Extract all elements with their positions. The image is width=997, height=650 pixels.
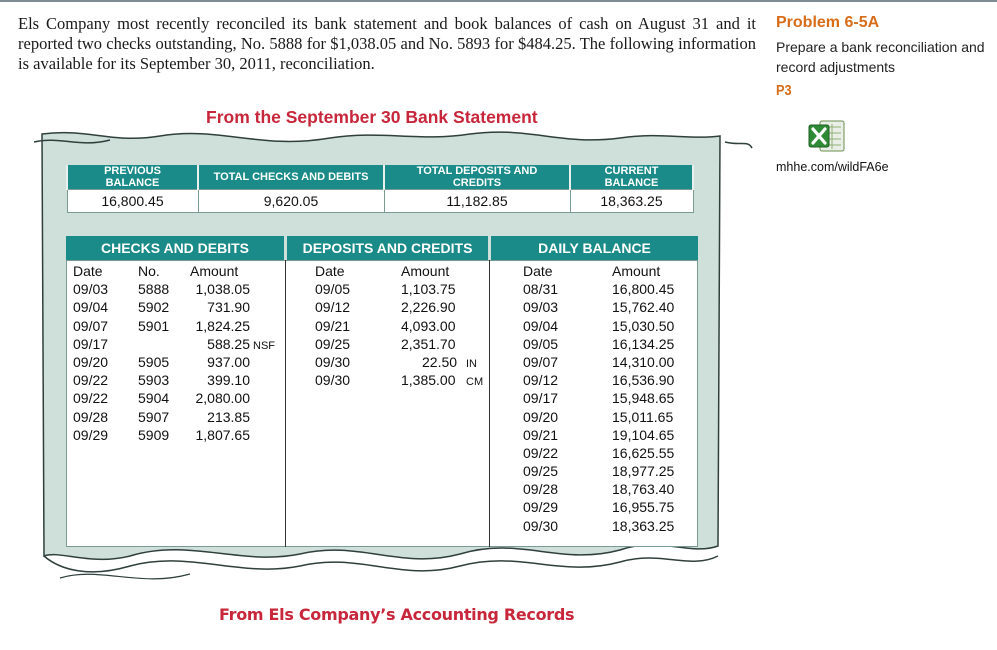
table-cell: 5901	[138, 317, 170, 334]
table-cell: 15,762.40	[612, 299, 675, 316]
learning-objective-code: P3	[776, 82, 792, 99]
table-cell: 09/21	[523, 426, 559, 443]
table-cell	[466, 282, 483, 300]
summary-value-previous: 16,800.45	[67, 190, 198, 213]
table-cell: 09/03	[73, 281, 109, 298]
table-cell: 09/25	[315, 335, 351, 352]
table-cell: 09/30	[315, 353, 351, 370]
table-cell: 588.25	[207, 335, 250, 352]
column-header: Date	[523, 263, 553, 279]
table-cell: 09/20	[73, 353, 109, 370]
table-cell: 08/31	[523, 281, 559, 298]
table-cell	[253, 282, 275, 300]
table-cell: 09/04	[523, 317, 559, 334]
problem-intro-text: Els Company most recently reconciled its bank statement and book balances of cash on August 31 and it reported two checks outstanding, No. 5888 for $1,038.05 and No. 5893 for $484.25. The following information is available for its September 30, 2011, reconciliation.	[18, 14, 756, 73]
table-cell	[253, 264, 275, 282]
table-cell: 399.10	[207, 372, 250, 389]
table-cell: 1,807.65	[195, 426, 250, 443]
table-cell: 1,824.25	[195, 317, 250, 334]
table-cell	[466, 264, 483, 282]
table-cell: 2,080.00	[195, 390, 250, 407]
problem-description: Prepare a bank reconciliation and record adjustments	[776, 39, 985, 75]
deposits-code-column	[466, 264, 483, 391]
table-cell: 15,011.65	[612, 408, 674, 425]
table-cell: 5909	[138, 426, 170, 443]
summary-header-checks: TOTAL CHECKS AND DEBITS	[198, 165, 384, 190]
table-cell: 09/29	[523, 499, 559, 516]
table-cell: 09/12	[315, 299, 351, 316]
table-cell: 16,536.90	[612, 372, 675, 389]
balance-summary-table	[66, 165, 694, 213]
website-link[interactable]: mhhe.com/wildFA6e	[776, 160, 889, 174]
nsf-code: NSF	[253, 339, 275, 352]
column-header: No.	[138, 263, 160, 279]
table-cell: 5904	[138, 390, 170, 407]
checks-code-column	[253, 264, 275, 355]
table-cell: 09/04	[73, 299, 109, 316]
column-header: Date	[73, 263, 103, 279]
table-cell: 19,104.65	[612, 426, 675, 443]
column-header: Amount	[190, 263, 239, 279]
table-cell: 09/29	[73, 426, 109, 443]
table-cell: 5905	[138, 353, 170, 370]
table-cell: 09/03	[523, 299, 559, 316]
table-cell: 18,363.25	[612, 517, 675, 534]
credit-memo-code: CM	[466, 376, 484, 389]
table-cell: 16,800.45	[612, 281, 675, 298]
table-cell: 16,134.25	[612, 335, 675, 352]
interest-code: IN	[466, 357, 477, 370]
table-cell: 09/12	[523, 372, 559, 389]
daily-date-column	[523, 262, 558, 535]
checks-amount-column	[190, 262, 250, 444]
deposits-amount-column	[401, 262, 457, 389]
deposits-credits-header: DEPOSITS AND CREDITS	[287, 236, 488, 260]
table-cell	[466, 337, 483, 355]
table-cell	[253, 300, 275, 318]
table-cell: 213.85	[207, 408, 250, 425]
table-cell: 15,948.65	[612, 390, 675, 407]
table-cell: 09/30	[315, 372, 351, 389]
table-cell: 1,103.75	[401, 281, 456, 298]
table-cell: 09/17	[523, 390, 559, 407]
summary-value-current: 18,363.25	[570, 190, 693, 213]
table-cell	[253, 319, 275, 337]
table-cell: 18,977.25	[612, 463, 675, 480]
checks-debits-header: CHECKS AND DEBITS	[66, 236, 284, 260]
column-divider	[285, 260, 286, 547]
table-cell: 731.90	[207, 299, 250, 316]
summary-value-checks: 9,620.05	[198, 190, 384, 213]
table-cell	[466, 300, 483, 318]
column-header: Amount	[401, 263, 450, 279]
problem-title: Problem 6-5A	[776, 14, 880, 31]
table-cell: 2,351.70	[401, 335, 456, 352]
table-cell: 5888	[138, 281, 170, 298]
checks-date-column	[73, 262, 108, 444]
top-rule	[0, 0, 997, 2]
table-cell: 5903	[138, 372, 170, 389]
table-cell	[138, 335, 169, 353]
table-cell: 937.00	[207, 353, 250, 370]
table-cell: 09/22	[73, 390, 109, 407]
table-cell	[466, 319, 483, 337]
table-cell: 15,030.50	[612, 317, 675, 334]
table-cell: 22.50	[422, 353, 458, 370]
accounting-records-heading: From Els Company’s Accounting Records	[219, 605, 575, 624]
table-cell: 09/22	[73, 372, 109, 389]
table-cell: 09/28	[523, 481, 559, 498]
daily-amount-column	[612, 262, 674, 535]
table-cell: 09/05	[315, 281, 351, 298]
table-cell: 09/07	[523, 353, 559, 370]
table-cell: 09/05	[523, 335, 559, 352]
bank-statement-heading: From the September 30 Bank Statement	[206, 107, 538, 127]
table-cell: 09/30	[523, 517, 559, 534]
checks-number-column	[138, 262, 169, 444]
summary-header-current: CURRENT BALANCE	[570, 165, 693, 190]
table-cell: 18,763.40	[612, 481, 675, 498]
table-cell: 09/17	[73, 335, 109, 352]
table-cell: 09/20	[523, 408, 559, 425]
table-cell: 2,226.90	[401, 299, 456, 316]
column-header: Amount	[612, 263, 661, 279]
table-cell: 09/22	[523, 444, 559, 461]
table-cell: 16,955.75	[612, 499, 675, 516]
column-header: Date	[315, 263, 345, 279]
table-cell: 09/25	[523, 463, 559, 480]
table-cell: 1,038.05	[195, 281, 250, 298]
summary-header-deposits: TOTAL DEPOSITS AND CREDITS	[384, 165, 570, 190]
summary-header-previous: PREVIOUS BALANCE	[67, 165, 198, 190]
table-cell: 09/07	[73, 317, 109, 334]
table-cell: 5902	[138, 299, 170, 316]
daily-balance-header: DAILY BALANCE	[491, 236, 698, 260]
table-cell: 5907	[138, 408, 170, 425]
table-cell: 09/21	[315, 317, 351, 334]
deposits-date-column	[315, 262, 350, 389]
table-cell: 09/28	[73, 408, 109, 425]
column-divider	[489, 260, 490, 547]
table-cell: 4,093.00	[401, 317, 456, 334]
table-cell: 1,385.00	[401, 372, 456, 389]
excel-icon[interactable]	[806, 116, 846, 156]
summary-value-deposits: 11,182.85	[384, 190, 570, 213]
table-cell: 16,625.55	[612, 444, 675, 461]
table-cell: 14,310.00	[612, 353, 675, 370]
